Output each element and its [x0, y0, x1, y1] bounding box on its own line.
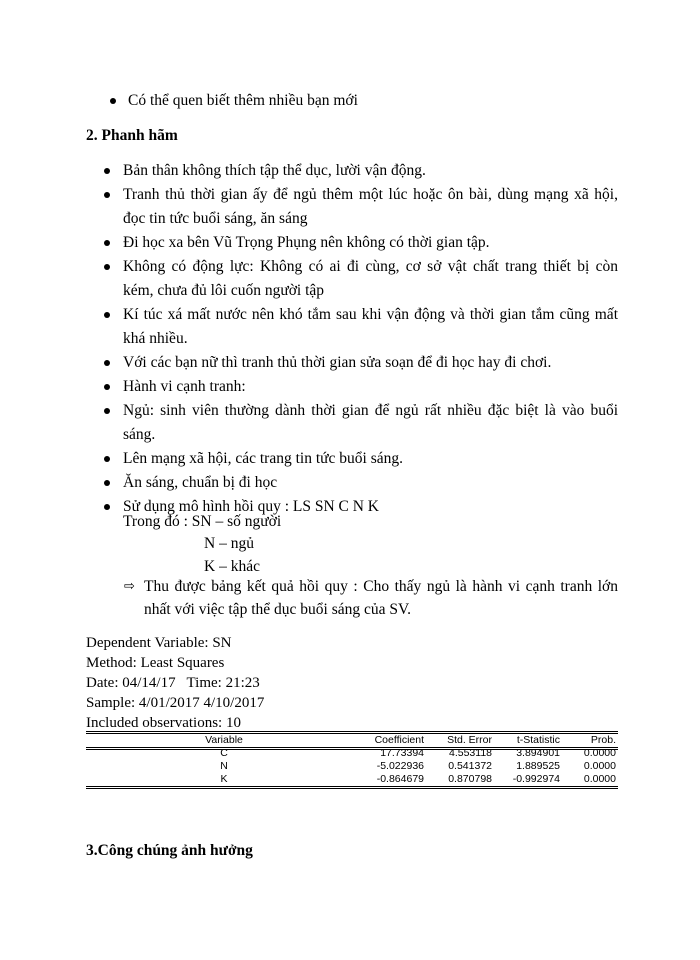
- bullet-item-text: Ngủ: sinh viên thường dành thời gian để ngủ rất nhiều đặc biệt là vào buổi: [123, 402, 618, 419]
- bullet-icon: [104, 360, 110, 366]
- cell-std-error: 0.541372: [448, 760, 492, 772]
- cell-variable: K: [220, 773, 228, 785]
- column-header-prob: Prob.: [590, 734, 616, 746]
- bullet-icon: [104, 264, 110, 270]
- cell-prob: 0.0000: [583, 747, 616, 759]
- bullet-icon: [104, 240, 110, 246]
- result-line-1: Thu được bảng kết quả hồi quy : Cho thấy ngủ là hành vi cạnh tranh lớn: [144, 578, 618, 595]
- cell-t-statistic: -0.992974: [512, 773, 560, 785]
- table-row: [86, 773, 618, 786]
- bullet-item-text: Kí túc xá mất nước nên khó tắm sau khi vận động và thời gian tắm cũng mất: [123, 306, 618, 323]
- table-header-row: [86, 734, 618, 747]
- bullet-item-text: Hành vi cạnh tranh:: [123, 378, 246, 395]
- table-top-rule: [86, 731, 618, 732]
- column-header-coefficient: Coefficient: [374, 734, 424, 746]
- bullet-icon: [110, 98, 116, 104]
- section-3-heading: 3.Công chúng ảnh hưởng: [86, 842, 253, 859]
- cell-std-error: 0.870798: [448, 773, 492, 785]
- bullet-item-text: Sử dụng mô hình hồi quy : LS SN C N K: [123, 498, 379, 515]
- cell-prob: 0.0000: [583, 760, 616, 772]
- where-label: Trong đó : SN – số người: [123, 513, 282, 530]
- bullet-icon: [104, 312, 110, 318]
- bullet-item-text: Ăn sáng, chuẩn bị đi học: [123, 474, 278, 491]
- table-row: [86, 747, 618, 760]
- bullet-icon: [104, 504, 110, 510]
- arrow-right-icon: ⇨: [124, 579, 135, 594]
- regression-sample: Sample: 4/01/2017 4/10/2017: [86, 695, 265, 711]
- cell-variable: C: [220, 747, 228, 759]
- cell-prob: 0.0000: [583, 773, 616, 785]
- result-line-2: nhất với việc tập thể dục buổi sáng của SV.: [144, 601, 412, 618]
- cell-coefficient: 17.73394: [380, 747, 424, 759]
- bullet-item-text: Tranh thủ thời gian ấy để ngủ thêm một lúc hoặc ôn bài, dùng mạng xã hội,: [123, 186, 618, 203]
- cell-coefficient: -5.022936: [376, 760, 424, 772]
- bullet-item-text: đọc tin tức buổi sáng, ăn sáng: [123, 210, 308, 227]
- bullet-item-text: Với các bạn nữ thì tranh thủ thời gian sửa soạn để đi học hay đi chơi.: [123, 354, 552, 371]
- section-2-heading: 2. Phanh hãm: [86, 127, 178, 144]
- regression-observations: Included observations: 10: [86, 715, 241, 731]
- bullet-icon: [104, 480, 110, 486]
- regression-method: Method: Least Squares: [86, 655, 225, 671]
- cell-variable: N: [220, 760, 228, 772]
- intro-bullet-text: Có thể quen biết thêm nhiều bạn mới: [128, 92, 358, 109]
- bullet-icon: [104, 384, 110, 390]
- bullet-item-text: Lên mạng xã hội, các trang tin tức buổi sáng.: [123, 450, 403, 467]
- bullet-icon: [104, 168, 110, 174]
- bullet-icon: [104, 456, 110, 462]
- table-row: [86, 760, 618, 773]
- table-bottom-rule: [86, 788, 618, 789]
- cell-t-statistic: 1.889525: [516, 760, 560, 772]
- bullet-item-text: sáng.: [123, 426, 156, 443]
- cell-t-statistic: 3.894901: [516, 747, 560, 759]
- where-n: N – ngủ: [204, 535, 254, 552]
- cell-coefficient: -0.864679: [376, 773, 424, 785]
- column-header-variable: Variable: [205, 734, 243, 746]
- bullet-icon: [104, 192, 110, 198]
- bullet-item-text: Không có động lực: Không có ai đi cùng, cơ sở vật chất trang thiết bị còn: [123, 258, 618, 275]
- table-bottom-rule: [86, 786, 618, 787]
- bullet-icon: [104, 408, 110, 414]
- bullet-item-text: khá nhiều.: [123, 330, 188, 347]
- column-header-std-error: Std. Error: [447, 734, 492, 746]
- bullet-item-text: kém, chưa đủ lôi cuốn người tập: [123, 282, 325, 299]
- bullet-item-text: Đi học xa bên Vũ Trọng Phụng nên không có thời gian tập.: [123, 234, 490, 251]
- where-k: K – khác: [204, 558, 260, 575]
- bullet-item-text: Bản thân không thích tập thể dục, lười vận động.: [123, 162, 426, 179]
- column-header-t-statistic: t-Statistic: [516, 734, 560, 746]
- regression-date: Date: 04/14/17 Time: 21:23: [86, 675, 260, 691]
- regression-dependent-variable: Dependent Variable: SN: [86, 635, 232, 651]
- cell-std-error: 4.553118: [448, 747, 492, 759]
